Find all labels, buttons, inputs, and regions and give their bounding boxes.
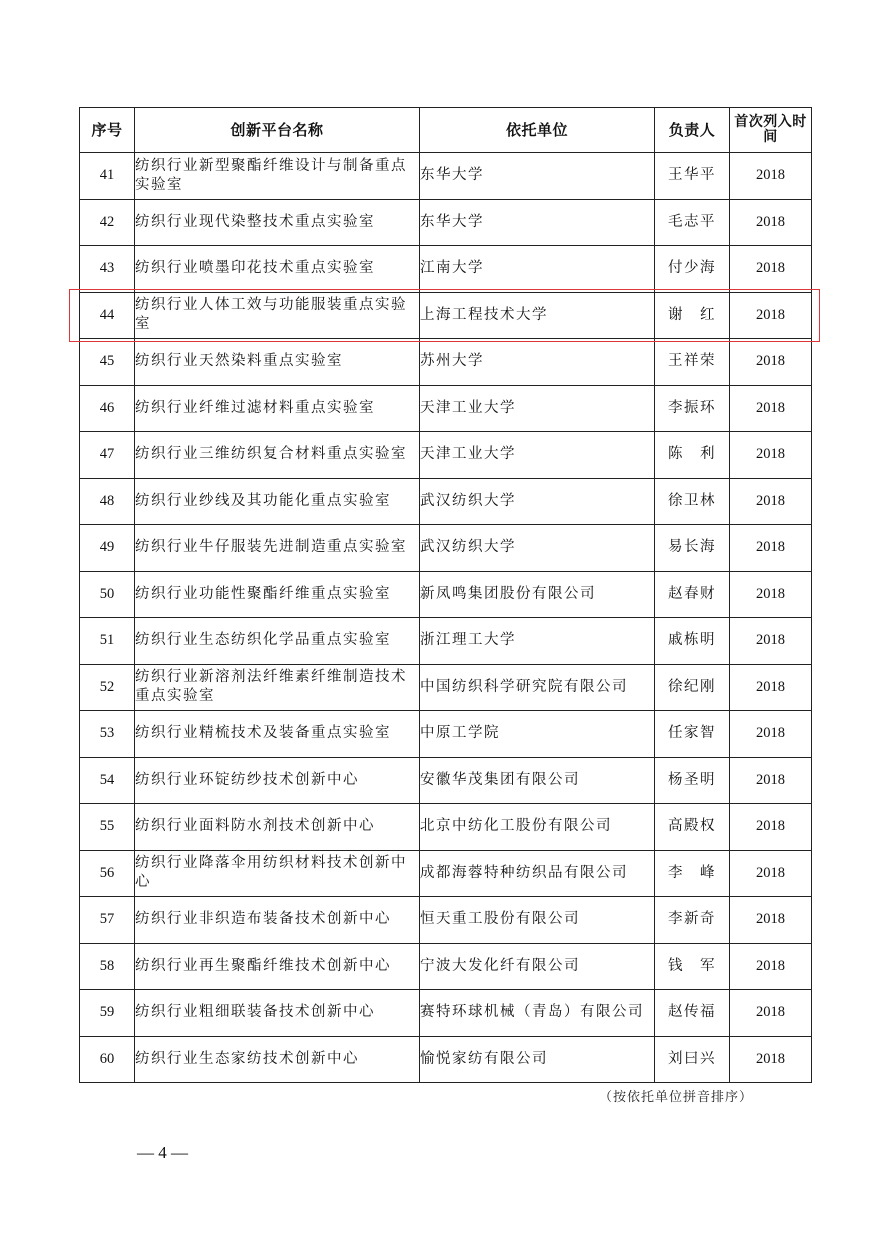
cell-year: 2018 bbox=[730, 804, 812, 851]
cell-head: 李新奇 bbox=[655, 897, 730, 944]
cell-year: 2018 bbox=[730, 618, 812, 665]
cell-no: 47 bbox=[80, 432, 135, 479]
cell-platform-name: 纺织行业新溶剂法纤维素纤维制造技术重点实验室 bbox=[135, 664, 420, 711]
table-row bbox=[80, 478, 812, 525]
cell-year: 2018 bbox=[730, 990, 812, 1037]
sort-note: （按依托单位拼音排序） bbox=[598, 1090, 753, 1105]
cell-platform-name: 纺织行业非织造布装备技术创新中心 bbox=[135, 897, 420, 944]
table-row bbox=[80, 571, 812, 618]
cell-unit: 中国纺织科学研究院有限公司 bbox=[420, 664, 655, 711]
cell-unit: 浙江理工大学 bbox=[420, 618, 655, 665]
table-row bbox=[80, 711, 812, 758]
cell-unit: 天津工业大学 bbox=[420, 385, 655, 432]
table-row bbox=[80, 339, 812, 386]
cell-year: 2018 bbox=[730, 385, 812, 432]
cell-year: 2018 bbox=[730, 478, 812, 525]
cell-year: 2018 bbox=[730, 292, 812, 339]
cell-year: 2018 bbox=[730, 711, 812, 758]
header-name: 创新平台名称 bbox=[135, 108, 420, 153]
table-row bbox=[80, 525, 812, 572]
table-body bbox=[80, 153, 812, 1083]
cell-platform-name: 纺织行业纱线及其功能化重点实验室 bbox=[135, 478, 420, 525]
cell-head: 赵传福 bbox=[655, 990, 730, 1037]
cell-unit: 恒天重工股份有限公司 bbox=[420, 897, 655, 944]
cell-no: 51 bbox=[80, 618, 135, 665]
innovation-platform-table bbox=[79, 107, 812, 1083]
cell-year: 2018 bbox=[730, 664, 812, 711]
cell-year: 2018 bbox=[730, 1036, 812, 1083]
cell-no: 57 bbox=[80, 897, 135, 944]
cell-unit: 天津工业大学 bbox=[420, 432, 655, 479]
table-row bbox=[80, 153, 812, 200]
cell-platform-name: 纺织行业面料防水剂技术创新中心 bbox=[135, 804, 420, 851]
cell-head: 李振环 bbox=[655, 385, 730, 432]
cell-no: 60 bbox=[80, 1036, 135, 1083]
cell-unit: 武汉纺织大学 bbox=[420, 525, 655, 572]
cell-no: 43 bbox=[80, 246, 135, 293]
cell-no: 50 bbox=[80, 571, 135, 618]
header-time: 首次列入时间 bbox=[730, 108, 812, 153]
cell-head: 钱 军 bbox=[655, 943, 730, 990]
table-row bbox=[80, 990, 812, 1037]
table-row bbox=[80, 199, 812, 246]
cell-year: 2018 bbox=[730, 153, 812, 200]
cell-no: 46 bbox=[80, 385, 135, 432]
cell-no: 52 bbox=[80, 664, 135, 711]
table-row bbox=[80, 897, 812, 944]
table-row bbox=[80, 943, 812, 990]
cell-platform-name: 纺织行业降落伞用纺织材料技术创新中心 bbox=[135, 850, 420, 897]
cell-platform-name: 纺织行业牛仔服装先进制造重点实验室 bbox=[135, 525, 420, 572]
cell-year: 2018 bbox=[730, 897, 812, 944]
cell-no: 42 bbox=[80, 199, 135, 246]
cell-head: 谢 红 bbox=[655, 292, 730, 339]
cell-unit: 北京中纺化工股份有限公司 bbox=[420, 804, 655, 851]
table-row bbox=[80, 850, 812, 897]
cell-no: 45 bbox=[80, 339, 135, 386]
cell-no: 48 bbox=[80, 478, 135, 525]
cell-head: 刘曰兴 bbox=[655, 1036, 730, 1083]
cell-head: 徐纪刚 bbox=[655, 664, 730, 711]
cell-platform-name: 纺织行业精梳技术及装备重点实验室 bbox=[135, 711, 420, 758]
cell-unit: 中原工学院 bbox=[420, 711, 655, 758]
cell-platform-name: 纺织行业新型聚酯纤维设计与制备重点实验室 bbox=[135, 153, 420, 200]
cell-head: 任家智 bbox=[655, 711, 730, 758]
cell-platform-name: 纺织行业天然染料重点实验室 bbox=[135, 339, 420, 386]
cell-year: 2018 bbox=[730, 339, 812, 386]
cell-head: 赵春财 bbox=[655, 571, 730, 618]
cell-year: 2018 bbox=[730, 246, 812, 293]
cell-platform-name: 纺织行业喷墨印花技术重点实验室 bbox=[135, 246, 420, 293]
cell-no: 58 bbox=[80, 943, 135, 990]
cell-no: 59 bbox=[80, 990, 135, 1037]
table-row bbox=[80, 1036, 812, 1083]
header-no: 序号 bbox=[80, 108, 135, 153]
table-header-row bbox=[80, 108, 812, 153]
cell-platform-name: 纺织行业环锭纺纱技术创新中心 bbox=[135, 757, 420, 804]
table-row bbox=[80, 757, 812, 804]
cell-year: 2018 bbox=[730, 199, 812, 246]
table-row bbox=[80, 664, 812, 711]
cell-head: 戚栋明 bbox=[655, 618, 730, 665]
cell-platform-name: 纺织行业生态家纺技术创新中心 bbox=[135, 1036, 420, 1083]
cell-no: 44 bbox=[80, 292, 135, 339]
cell-platform-name: 纺织行业再生聚酯纤维技术创新中心 bbox=[135, 943, 420, 990]
cell-unit: 上海工程技术大学 bbox=[420, 292, 655, 339]
cell-year: 2018 bbox=[730, 943, 812, 990]
cell-year: 2018 bbox=[730, 432, 812, 479]
cell-platform-name: 纺织行业粗细联装备技术创新中心 bbox=[135, 990, 420, 1037]
cell-unit: 新凤鸣集团股份有限公司 bbox=[420, 571, 655, 618]
cell-unit: 赛特环球机械（青岛）有限公司 bbox=[420, 990, 655, 1037]
cell-unit: 江南大学 bbox=[420, 246, 655, 293]
cell-platform-name: 纺织行业现代染整技术重点实验室 bbox=[135, 199, 420, 246]
cell-unit: 成都海蓉特种纺织品有限公司 bbox=[420, 850, 655, 897]
cell-unit: 武汉纺织大学 bbox=[420, 478, 655, 525]
cell-head: 王华平 bbox=[655, 153, 730, 200]
page-number: — 4 — bbox=[137, 1143, 188, 1162]
cell-head: 陈 利 bbox=[655, 432, 730, 479]
cell-no: 55 bbox=[80, 804, 135, 851]
cell-head: 李 峰 bbox=[655, 850, 730, 897]
cell-head: 高殿权 bbox=[655, 804, 730, 851]
table-row bbox=[80, 804, 812, 851]
cell-head: 杨圣明 bbox=[655, 757, 730, 804]
cell-unit: 东华大学 bbox=[420, 153, 655, 200]
cell-unit: 苏州大学 bbox=[420, 339, 655, 386]
cell-platform-name: 纺织行业生态纺织化学品重点实验室 bbox=[135, 618, 420, 665]
cell-no: 41 bbox=[80, 153, 135, 200]
cell-no: 49 bbox=[80, 525, 135, 572]
cell-platform-name: 纺织行业功能性聚酯纤维重点实验室 bbox=[135, 571, 420, 618]
cell-head: 易长海 bbox=[655, 525, 730, 572]
header-unit: 依托单位 bbox=[420, 108, 655, 153]
table-row bbox=[80, 385, 812, 432]
cell-no: 54 bbox=[80, 757, 135, 804]
cell-unit: 东华大学 bbox=[420, 199, 655, 246]
cell-head: 毛志平 bbox=[655, 199, 730, 246]
table-row bbox=[80, 292, 812, 339]
cell-head: 付少海 bbox=[655, 246, 730, 293]
cell-no: 56 bbox=[80, 850, 135, 897]
table-row bbox=[80, 618, 812, 665]
cell-platform-name: 纺织行业三维纺织复合材料重点实验室 bbox=[135, 432, 420, 479]
table-row bbox=[80, 432, 812, 479]
cell-unit: 安徽华茂集团有限公司 bbox=[420, 757, 655, 804]
cell-year: 2018 bbox=[730, 571, 812, 618]
cell-head: 王祥荣 bbox=[655, 339, 730, 386]
cell-year: 2018 bbox=[730, 525, 812, 572]
cell-head: 徐卫林 bbox=[655, 478, 730, 525]
cell-year: 2018 bbox=[730, 850, 812, 897]
header-head: 负责人 bbox=[655, 108, 730, 153]
cell-no: 53 bbox=[80, 711, 135, 758]
cell-platform-name: 纺织行业人体工效与功能服装重点实验室 bbox=[135, 292, 420, 339]
cell-year: 2018 bbox=[730, 757, 812, 804]
table-row bbox=[80, 246, 812, 293]
cell-unit: 愉悦家纺有限公司 bbox=[420, 1036, 655, 1083]
cell-unit: 宁波大发化纤有限公司 bbox=[420, 943, 655, 990]
cell-platform-name: 纺织行业纤维过滤材料重点实验室 bbox=[135, 385, 420, 432]
